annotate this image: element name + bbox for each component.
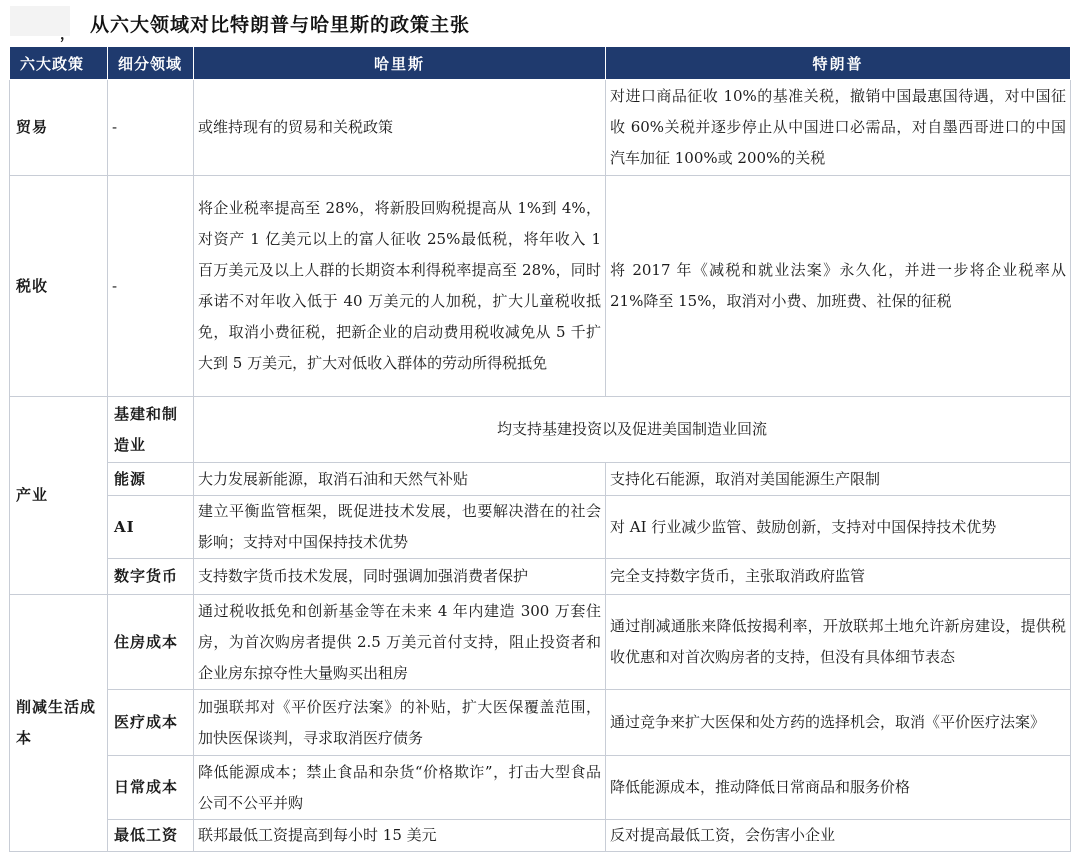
table-row-daily bbox=[10, 756, 1071, 820]
title-bar bbox=[0, 0, 1080, 44]
header-trump: 特朗普 bbox=[606, 47, 1071, 80]
sub-trade: - bbox=[108, 80, 194, 176]
trump-housing: 通过削减通胀来降低按揭利率，开放联邦土地允许新房建设，提供税收优惠和对首次购房者的支持，但没有具体细节表态 bbox=[606, 595, 1071, 690]
title-marker: ， bbox=[60, 27, 74, 43]
both-infra: 均支持基建投资以及促进美国制造业回流 bbox=[194, 397, 1071, 463]
harris-wage: 联邦最低工资提高到每小时 15 美元 bbox=[194, 820, 606, 852]
table-row-ai bbox=[10, 496, 1071, 559]
harris-crypto: 支持数字货币技术发展，同时强调加强消费者保护 bbox=[194, 559, 606, 595]
sub-energy: 能源 bbox=[108, 463, 194, 496]
category-living: 削减生活成本 bbox=[10, 595, 108, 852]
header-subfield: 细分领域 bbox=[108, 47, 194, 80]
harris-medical: 加强联邦对《平价医疗法案》的补贴，扩大医保覆盖范围，加快医保谈判，寻求取消医疗债务 bbox=[194, 690, 606, 756]
trump-energy: 支持化石能源，取消对美国能源生产限制 bbox=[606, 463, 1071, 496]
trump-crypto: 完全支持数字货币，主张取消政府监管 bbox=[606, 559, 1071, 595]
category-tax: 税收 bbox=[10, 176, 108, 397]
sub-medical: 医疗成本 bbox=[108, 690, 194, 756]
sub-infra: 基建和制造业 bbox=[108, 397, 194, 463]
table-row-trade bbox=[10, 80, 1071, 176]
harris-tax: 将企业税率提高至 28%，将新股回购税提高从 1%到 4%，对资产 1 亿美元以上的富人征收 25%最低税，将年收入 1 百万美元及以上人群的长期资本利得税率提高至 28%，同时承诺不对年收入低于 40 万美元的人加税，扩大儿童税收抵免，取消小费征税，把新企业的启动费用税收减免从 5 千扩大到 5 万美元，扩大对低收入群体的劳动所得税抵免 bbox=[194, 176, 606, 397]
category-trade: 贸易 bbox=[10, 80, 108, 176]
harris-energy: 大力发展新能源，取消石油和天然气补贴 bbox=[194, 463, 606, 496]
harris-daily: 降低能源成本；禁止食品和杂货“价格欺诈”，打击大型食品公司不公平并购 bbox=[194, 756, 606, 820]
header-policy: 六大政策 bbox=[10, 47, 108, 80]
table-header-row bbox=[10, 47, 1071, 80]
trump-medical: 通过竞争来扩大医保和处方药的选择机会，取消《平价医疗法案》 bbox=[606, 690, 1071, 756]
trump-wage: 反对提高最低工资，会伤害小企业 bbox=[606, 820, 1071, 852]
sub-housing: 住房成本 bbox=[108, 595, 194, 690]
header-harris: 哈里斯 bbox=[194, 47, 606, 80]
harris-trade: 或维持现有的贸易和关税政策 bbox=[194, 80, 606, 176]
page-title: 从六大领域对比特朗普与哈里斯的政策主张 bbox=[90, 14, 471, 36]
trump-tax: 将 2017 年《减税和就业法案》永久化，并进一步将企业税率从 21%降至 15%，取消对小费、加班费、社保的征税 bbox=[606, 176, 1071, 397]
trump-daily: 降低能源成本，推动降低日常商品和服务价格 bbox=[606, 756, 1071, 820]
table-row-medical bbox=[10, 690, 1071, 756]
sub-daily: 日常成本 bbox=[108, 756, 194, 820]
category-industry: 产业 bbox=[10, 397, 108, 595]
policy-comparison-table bbox=[9, 46, 1071, 852]
table-row-tax bbox=[10, 176, 1071, 397]
trump-ai: 对 AI 行业减少监管、鼓励创新，支持对中国保持技术优势 bbox=[606, 496, 1071, 559]
harris-housing: 通过税收抵免和创新基金等在未来 4 年内建造 300 万套住房，为首次购房者提供 2.5 万美元首付支持，阻止投资者和企业房东掠夺性大量购买出租房 bbox=[194, 595, 606, 690]
sub-ai: AI bbox=[108, 496, 194, 559]
sub-tax: - bbox=[108, 176, 194, 397]
trump-trade: 对进口商品征收 10%的基准关税，撤销中国最惠国待遇，对中国征收 60%关税并逐步停止从中国进口必需品，对自墨西哥进口的中国汽车加征 100%或 200%的关税 bbox=[606, 80, 1071, 176]
sub-wage: 最低工资 bbox=[108, 820, 194, 852]
harris-ai: 建立平衡监管框架，既促进技术发展，也要解决潜在的社会影响；支持对中国保持技术优势 bbox=[194, 496, 606, 559]
sub-crypto: 数字货币 bbox=[108, 559, 194, 595]
table-row-infra bbox=[10, 397, 1071, 463]
table-row-housing bbox=[10, 595, 1071, 690]
table-row-wage bbox=[10, 820, 1071, 852]
table-row-crypto bbox=[10, 559, 1071, 595]
table-row-energy bbox=[10, 463, 1071, 496]
